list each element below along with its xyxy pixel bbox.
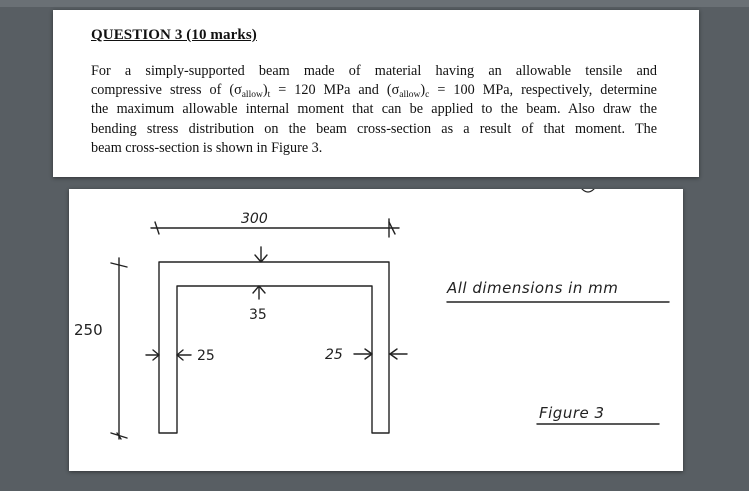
right-web-label: 25	[325, 347, 343, 363]
beam-cross-section-drawing	[69, 189, 683, 471]
dimensions-note: All dimensions in mm	[447, 279, 619, 297]
question-line-3: the maximum allowable internal moment that can be applied to the beam. Also draw the	[91, 101, 657, 118]
allow-subscript: allow	[241, 90, 263, 101]
tension-subscript: t	[267, 90, 271, 101]
question-text	[91, 62, 657, 158]
question-line-5: beam cross-section is shown in Figure 3.	[91, 139, 323, 156]
question-line-1: For a simply-supported beam made of material having an allowable tensile and	[91, 63, 657, 79]
width-label: 300	[241, 211, 268, 227]
flange-thickness-label: 35	[249, 307, 267, 323]
line2-part-b: = 120 MPa and (	[270, 82, 392, 99]
line2-part-a: compressive stress of (	[91, 82, 235, 99]
compression-subscript: c	[425, 90, 430, 101]
question-card	[53, 10, 699, 177]
sigma-symbol: σ	[234, 82, 242, 99]
height-label: 250	[74, 321, 103, 339]
question-title: QUESTION 3 (10 marks)	[91, 27, 257, 43]
window-top-strip	[0, 0, 749, 7]
left-web-label: 25	[197, 348, 215, 364]
sigma-symbol-2: σ	[391, 82, 400, 99]
question-line-4: bending stress distribution on the beam cross-section as a result of that moment. The	[91, 120, 657, 137]
line2-part-c: = 100 MPa, respectively, determine	[429, 82, 657, 99]
question-line-2: compressive stress of $(\sigma_{allow})_t = 120$ MPa and $(\sigma_{allow})_c = 100$ MPa, respectively, determine	[91, 82, 657, 101]
figure-card	[69, 189, 683, 471]
figure-caption: Figure 3	[539, 404, 605, 422]
section-outline	[159, 262, 389, 433]
allow-subscript-2: allow	[399, 90, 421, 101]
